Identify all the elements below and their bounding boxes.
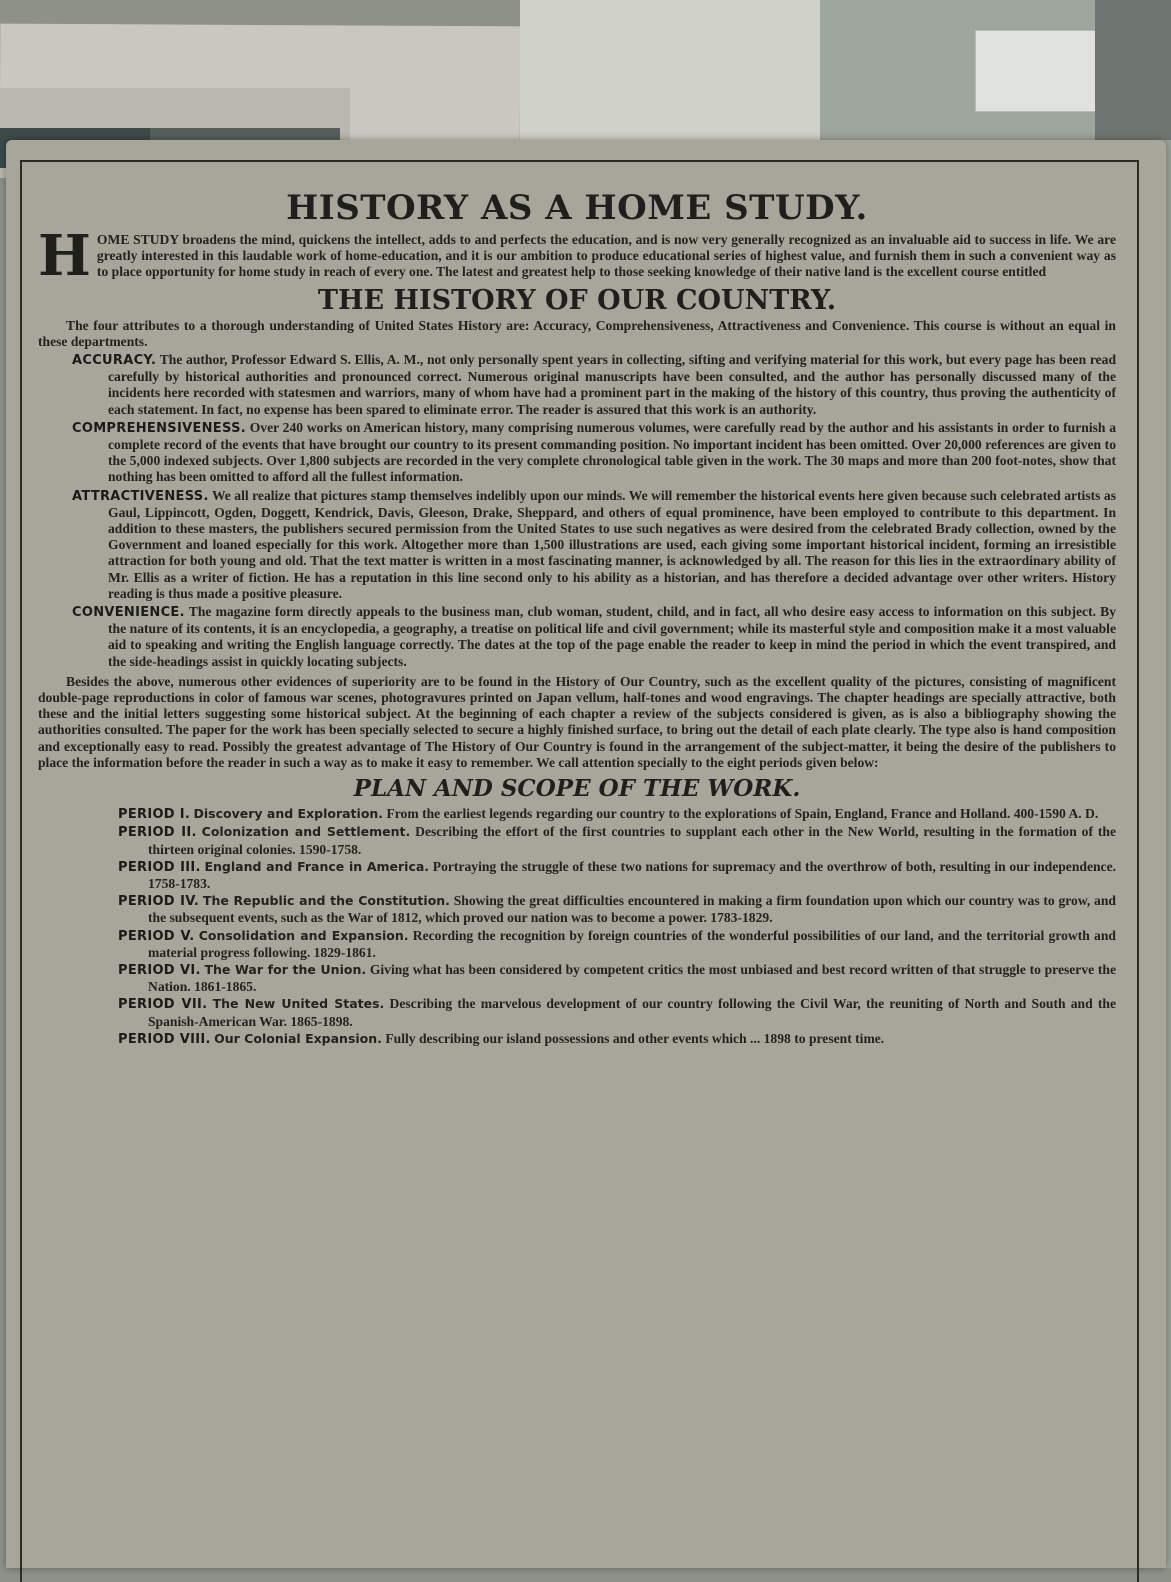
page-content [38,188,1116,1048]
besides-paragraph: Besides the above, numerous other evidences of superiority are to be found in the History of Our Country, such as the excellent quality of the pictures, consisting of magnificent double-page reproductions in color of famous war scenes, photogravures printed on Japan vellum, half-tones and wood engravings. The chapter headings are specially attractive, both these and the initial letters suggesting some historical subject. At the beginning of each chapter a review of the subjects considered is given, as is also a bibliography showing the authorities consulted. The paper for the work has been specially selected to secure a highly finished surface, to bring out the detail of each plate clearly. The type also is hand composition and exceptionally easy to read. Possibly the greatest advantage of The History of Our Country is found in the arrangement of the subject-matter, it being the desire of the publishers to place the information before the reader in such a way as to make it easy to remember. We call attention specially to the eight periods given below: [38,673,1116,770]
drop-cap: H [38,223,91,289]
period-item [38,996,1116,1029]
period-title: Discovery and Exploration. [193,806,384,822]
attribute-comprehensiveness [38,420,1116,486]
section-heading-plan: PLAN AND SCOPE OF THE WORK. [353,775,801,803]
period-label: PERIOD I. [118,807,191,823]
period-title: Colonization and Settlement. [201,824,411,840]
period-item [38,893,1116,926]
period-item [38,824,1116,857]
background-plastic-sleeve [975,30,1097,112]
period-label: PERIOD V. [118,928,195,944]
intro-text: OME STUDY broadens the mind, quickens the intellect, adds to and perfects the education, and is now very generally recognized as an invaluable aid to success in life. We are greatly interested in this laudable work of home-education, and it is our ambition to produce educational series of highest value, and furnish them in such a convenient way as to place opportunity for home study in reach of every one. The latest and greatest help to those seeking knowledge of their native land is the excellent course entitled [96,232,1116,280]
period-text: Fully describing our island possessions and other events which ... 1898 to present time. [385,1030,885,1046]
attributes-intro: The four attributes to a thorough understanding of United States History are: Accuracy, Comprehensiveness, Attractiveness and Convenience. This course is without an equal in these departments. [38,317,1116,349]
period-title: Our Colonial Expansion. [214,1030,382,1046]
page-title: HISTORY AS A HOME STUDY. [286,188,868,228]
attribute-convenience [38,604,1116,670]
period-text: Describing the effort of the first countries to supplant each other in the New World, resulting in the formation of the thirteen original colonies. 1590-1758. [148,824,1116,857]
attribute-text: Over 240 works on American history, many comprising numerous volumes, were carefully read by the author and his assistants in order to furnish a complete record of the events that have brought our country to its present commanding position. No important incident has been omitted. Over 20,000 references are given to the 5,000 indexed subjects. Over 1,800 subjects are recorded in the very complete chronological table given in the work. The 30 maps and more than 200 foot-notes, show that nothing has been omitted to afford all the fullest information. [108,419,1116,485]
background-paper [1095,0,1171,140]
period-label: PERIOD III. [118,859,201,875]
period-title: England and France in America. [204,858,430,874]
period-item [38,962,1116,995]
period-label: PERIOD VI. [118,962,201,978]
attribute-label: ACCURACY. [72,353,157,369]
period-title: Consolidation and Expansion. [198,927,409,943]
period-item [38,859,1116,892]
attribute-label: CONVENIENCE. [72,605,185,621]
period-text: Portraying the struggle of these two nations for supremacy and the overthrow of both, resulting in our independence. 1758-1783. [148,858,1116,891]
attribute-text: We all realize that pictures stamp themselves indelibly upon our minds. We will remember the historical events here given because such celebrated artists as Gaul, Lippincott, Ogden, Doggett, Kendrick, Davis, Gleeson, Drake, Sheppard, and others of equal prominence, have been employed to contribute to this department. In addition to these masters, the publishers secured permission from the United States to use such negatives as were desired from the celebrated Brady collection, owned by the Government and loaned especially for this work. Altogether more than 1,500 illustrations are used, each giving some important historical incident, forming an irresistible attraction for both young and old. That the text matter is written in a most fascinating manner, is acknowledged by all. The reason for this lies in the extraordinary ability of Mr. Ellis as a writer of fiction. He has a reputation in this line second only to his ability as a historian, and has therefore a decided advantage over other writers. History reading is thus made a positive pleasure. [108,487,1117,601]
period-title: The Republic and the Constitution. [202,893,450,909]
attribute-accuracy [38,352,1116,418]
period-text: Giving what has been considered by competent critics the most unbiased and best record written of that struggle to preserve the Nation. 1861-1865. [148,961,1116,995]
period-item [38,928,1116,961]
period-label: PERIOD IV. [118,894,200,910]
document-page [6,140,1166,1568]
period-label: PERIOD VIII. [118,1031,211,1047]
attribute-text: The magazine form directly appeals to the business man, club woman, student, child, and in fact, all who desire easy access to information on this subject. By the nature of its contents, it is an encyclopedia, a geography, a treatise on political life and civil government; while its masterful style and composition make it a most valuable aid to speaking and writing the English language correctly. The dates at the top of the page enable the reader to keep in mind the period in which the event transpired, and the side-headings assist in quickly locating subjects. [108,604,1117,669]
period-title: The War for the Union. [204,961,367,977]
period-text: From the earliest legends regarding our country to the explorations of Spain, England, France and Holland. 400-1590 A. D. [386,806,1099,822]
attribute-text: The author, Professor Edward S. Ellis, A. M., not only personally spent years in collecting, sifting and verifying material for this work, but every page has been read carefully by historical authorities and pronounced correct. Numerous original manuscripts have been consulted, and the author has personally discussed many of the incidents here recorded with statesmen and warriors, many of whom have had a prominent part in the making of the history of this country, thus proving the authenticity of each statement. In fact, no expense has been spared to eliminate error. The reader is assured that this work is an authority. [108,352,1117,417]
period-label: PERIOD II. [118,825,197,841]
period-title: The New United States. [212,996,385,1012]
period-label: PERIOD VII. [118,997,208,1013]
attribute-attractiveness [38,488,1116,602]
attribute-label: COMPREHENSIVENESS. [72,420,246,436]
period-text: Showing the great difficulties encountered in making a firm foundation upon which our country was to grow, and the subsequent events, such as the War of 1812, which proved our nation was to become a power. 1783-1829. [148,893,1116,926]
period-text: Describing the marvelous development of our country following the Civil War, the reuniting of North and South and the Spanish-American War. 1865-1898. [148,996,1116,1029]
period-item [38,1031,1116,1048]
intro-paragraph [38,223,1116,289]
attribute-label: ATTRACTIVENESS. [72,488,209,504]
period-item [38,806,1116,823]
period-text: Recording the recognition by foreign countries of the wonderful possibilities of our land, and the territorial growth and material progress following. 1829-1861. [148,927,1116,960]
section-heading-history: THE HISTORY OF OUR COUNTRY. [317,284,837,316]
